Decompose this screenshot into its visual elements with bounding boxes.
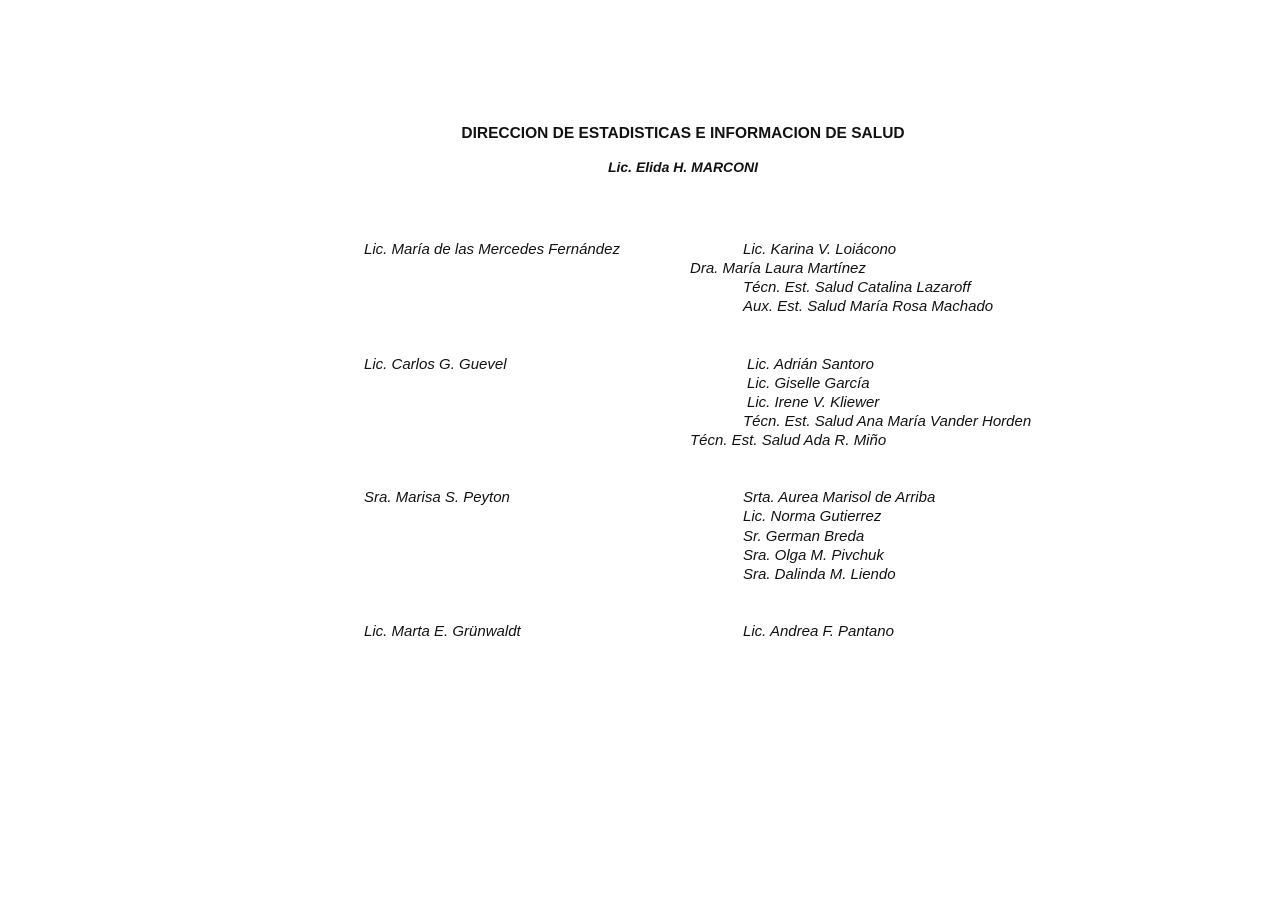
- staff-name: Lic. Karina V. Loiácono: [743, 241, 897, 258]
- document-subtitle: Lic. Elida H. MARCONI: [607, 159, 759, 175]
- staff-block-4-lead-name: Lic. Marta E. Grünwaldt: [364, 623, 521, 640]
- staff-block-1-lead-name: Lic. María de las Mercedes Fernández: [364, 241, 620, 258]
- staff-name: Srta. Aurea Marisol de Arriba: [743, 489, 936, 506]
- staff-name: Técn. Est. Salud Catalina Lazaroff: [743, 279, 971, 296]
- staff-name: Aux. Est. Salud María Rosa Machado: [743, 298, 994, 315]
- staff-name: Sr. German Breda: [743, 527, 865, 545]
- staff-name: Técn. Est. Salud Ana María Vander Horden: [743, 413, 1032, 430]
- staff-block-2-member-list: [690, 355, 1031, 450]
- staff-name: Sra. Dalinda M. Liendo: [743, 566, 896, 583]
- staff-name: Lic. Adrián Santoro: [747, 356, 875, 373]
- document-title: DIRECCION DE ESTADISTICAS E INFORMACION DE SALUD: [461, 125, 905, 142]
- staff-block-3-member-list: [690, 488, 935, 584]
- staff-name: Dra. María Laura Martínez: [690, 260, 866, 277]
- staff-name: Técn. Est. Salud Ada R. Miño: [690, 432, 887, 449]
- staff-name: Lic. Andrea F. Pantano: [743, 623, 894, 640]
- staff-block-1-member-list: [690, 240, 993, 316]
- staff-name: Lic. Irene V. Kliewer: [747, 394, 880, 411]
- staff-block-3-lead-name: Sra. Marisa S. Peyton: [364, 489, 510, 506]
- staff-name: Lic. Giselle García: [747, 375, 870, 392]
- staff-name: Lic. Norma Gutierrez: [743, 508, 882, 526]
- staff-block-4-member-list: [690, 622, 894, 641]
- staff-name: Sra. Olga M. Pivchuk: [743, 546, 884, 564]
- staff-block-2-lead-name: Lic. Carlos G. Guevel: [364, 356, 507, 373]
